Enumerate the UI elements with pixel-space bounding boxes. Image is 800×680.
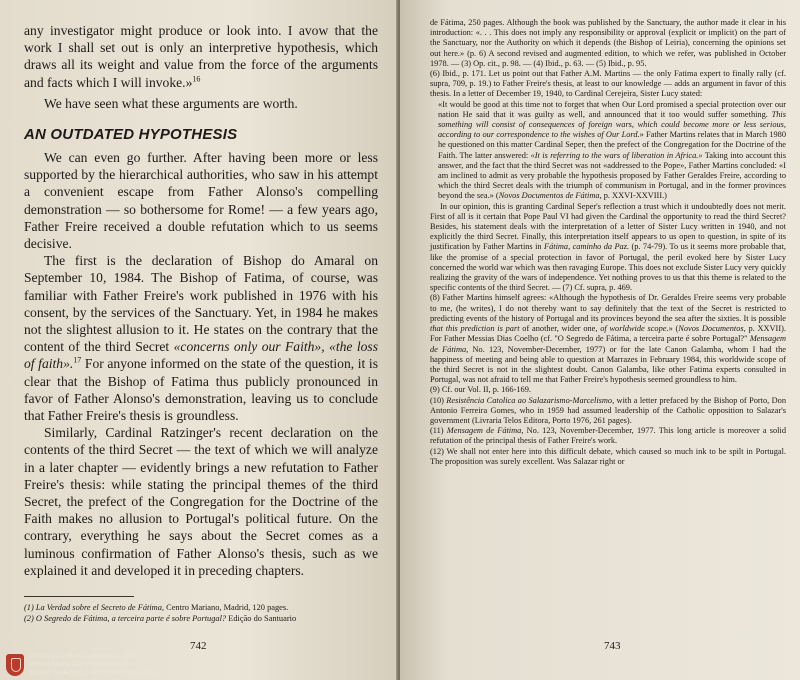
- opening-paragraph: any investigator might produce or look into. I avow that the work I shall set out is only an interpretive hypothesis, which draws all its weight and value from the force of the arguments and facts which I will invoke.»$^{16}$: [24, 23, 378, 90]
- seal-icon: [6, 654, 24, 676]
- watermark-sites: WWW.FATIMAMOVEMENT.COM WWW.OURLADYISGOD.COM WWW.THIRDSECRETOFFATIMA.COM: [30, 653, 159, 677]
- footnote-divider: [24, 596, 134, 597]
- footnote-1: (1) La Verdad sobre el Secreto de Fátima, Centro Mariano, Madrid, 120 pages.: [24, 603, 289, 612]
- left-page: [0, 0, 398, 680]
- footnote-9: (9) Cf. our Vol. II, p. 166-169.: [430, 385, 531, 395]
- paragraph-first-declaration: The first is the declaration of Bishop do Amaral on September 10, 1984. The Bishop of Fatima, of course, was familiar with Father Freire's work published in 1976 with his consent, by the services of the Sanctuary. Yet, in 1984 he makes not the slightest allusion to it. He states on the contrary that the content of the third Secret «concerns only our Faith», «the loss of faith».$^{17}$ For anyone informed on the state of the question, it is clear that the Bishop of Fatima thus publicly pronounced in favor of Father Alonso's demonstration, leaving us to conclude that Father Freire's thesis is groundless.: [24, 253, 378, 424]
- footnote-6-quote: «It would be good at this time not to forget that when Our Lord promised a special protection over our nation He said that it was guilty as well, and announced that it too would suffer something. This something will consist of consequences of foreign wars, which could become more or less serious, according to our correspondence to the wishes of Our Lord.» Father Martins relates that in March 1980 he questioned on this matter Cardinal Seper, then the prefect of the Congregation for the Doctrine of the Faith. The latter answered: «It is referring to the wars of liberation in Africa.» Taking into account this answer, and the fact that the third Secret was not «addressed to the Pope», Father Martins concluded: «I am inclined to admit as very probable the hypothesis proposed by Father Geraldes Freire, according to which the third Secret deals with the triumph of communism in Portugal, and in the former provinces beyond the sea.» (Novos Documentos de Fátima, p. XXVI-XXVIII.): [438, 99, 786, 201]
- paragraph-arguments: We have seen what these arguments are worth.: [44, 95, 298, 111]
- footnote-12: (12) We shall not enter here into this difficult debate, which caused so much ink to be spilt in Portugal. The proposition was surely excellent. Was Salazar right or: [430, 446, 786, 466]
- watermark-logo: [6, 652, 206, 680]
- page-number-left: 742: [190, 640, 207, 652]
- left-footnotes: [24, 602, 378, 624]
- footnote-2: (2) O Segredo de Fátima, a terceira parte é sobre Portugal? Edição do Santuario: [24, 614, 297, 623]
- footnote-ref-17: 17: [73, 355, 82, 365]
- footnote-2-continued: de Fátima, 250 pages. Although the book was published by the Sanctuary, the author made it clear in his introduction: «. . . This does not imply any responsibility or approval (explicit or implicit) on the part of the Sanctuary, nor the Authority on which it depends (the Bishop of Leiria), concerning the opinions set out here.» (p. 6) A second revised and augmented edition, to which we refer, was published in October 1978. — (3) Op. cit., p. 98. — (4) Ibid., p. 63. — (5) Ibid., p. 95.: [430, 18, 786, 68]
- right-page: [400, 0, 800, 680]
- footnote-6-opinion: In our opinion, this is granting Cardinal Seper's reflection a trust which it undoubtedly does not merit. First of all is it certain that Pope Paul VI had given the Cardinal the opportunity to read the third Secret? Besides, his statement deals with the interpretation of a letter of Sister Lucy written in 1940, and not explicitly the third Secret. Finally, this interpretation itself appears to us open to question, in spite of its justification by Father Martins in Fátima, caminho da Paz. (p. 74-79). To us it seems more probable that, like the promise of a special protection in favor of Portugal, the peril evoked here by Sister Lucy concerned the world war which was then ravaging Europe. This does not exclude Sister Lucy very quickly realizing the gravity of the wars of independence. Yet nothing proves to us that this theme is related to the specific contents of the third Secret. — (7) Cf. supra, p. 469.: [430, 201, 786, 293]
- paragraph-further: We can even go further. After having been more or less supported by the hierarchical authorities, who saw in his attempt a convenient escape from Father Alonso's compelling demonstration — so bothersome for Rome! — a few years ago, Father Freire received a double refutation which to us seems decisive.: [24, 150, 378, 252]
- page-number-right: 743: [604, 640, 621, 652]
- footnote-ref-16: 16: [192, 74, 201, 84]
- section-heading: AN OUTDATED HYPOTHESIS: [24, 126, 238, 144]
- footnote-6: (6) Ibid., p. 171. Let us point out that Father A.M. Martins — the only Fatima expert to finally rally (cf. supra, 709, p. 19.) to Father Freire's thesis, at least to our knowledge — adds an argument in favor of this thesis. In a letter of December 19, 1940, to Cardinal Cerejeira, Sister Lucy stated:: [430, 69, 786, 99]
- left-body-text: [24, 22, 378, 579]
- footnote-8: (8) Father Martins himself agrees: «Although the hypothesis of Dr. Geraldes Freire seems very probable to me, (he writes), I do not thereby want to say definitely that the text of the Secret is restricted to predicting events of the history of Portugal and its provinces beyond the sea after the sixties. It is possible that this prediction is part of another, wider one, of worldwide scope.» (Novos Documentos, p. XXVII). For Father Messias Dias Coelho (cf. "O Segredo de Fátima, a terceira parte é sobre Portugal?" Mensagem de Fátima, No. 123, November-December, 1977) or for the late Canon Galamba, whom I had the happiness of meeting and being able to question at Marrazes in February 1984, this worldwide scope of the third Secret is not in the slightest doubt. Canon Galamba, like other Fatima experts consulted in Portugal, was not afraid to tell me that Father Freire's hypothesis seemed groundless to him.: [430, 293, 786, 385]
- footnote-10: (10) Resistência Catolica ao Salazarismo-Marcelismo, with a letter prefaced by the Bishop of Porto, Don Antonio Ferreira Gomes, who in 1959 had assumed leadership of the Catholic opposition to Salazar's government (Livraria Telos Editora, Porto 1976, 261 pages).: [430, 395, 786, 425]
- right-footnotes-text: [430, 18, 786, 467]
- footnote-11: (11) Mensagem de Fátima, No. 123, November-December, 1977. This long article is moreover a solid refutation of the principal thesis of Father Freire's work.: [430, 426, 786, 446]
- paragraph-ratzinger: Similarly, Cardinal Ratzinger's recent declaration on the contents of the third Secret — the text of which we will analyze in a later chapter — evidently brings a new refutation to Father Freire's thesis: while stating the principal themes of the third Secret, the prefect of the Congregation for the Doctrine of the Faith makes no allusion to Portugal's political future. On the contrary, everything he says about the Secret comes as a luminous confirmation of Father Alonso's thesis, such as we explained it and developed it in preceding chapters.: [24, 425, 378, 578]
